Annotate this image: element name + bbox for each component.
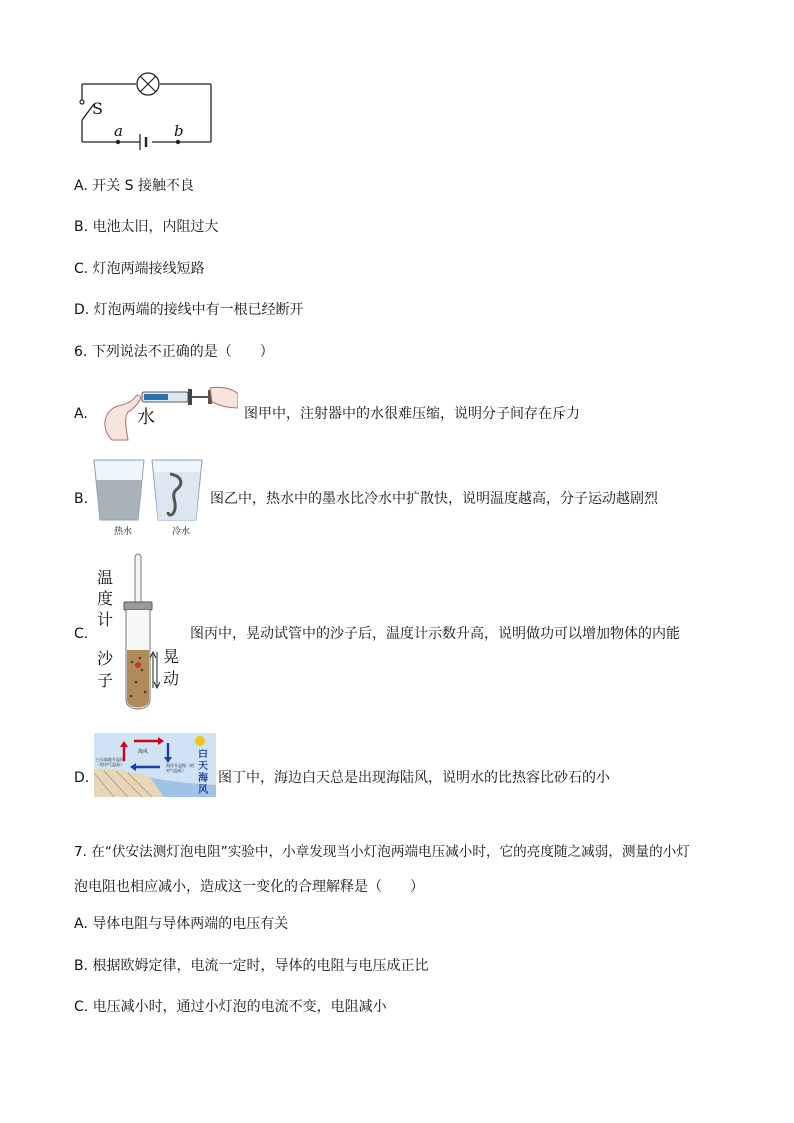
shake-label: 晃动 (163, 647, 180, 688)
sea-note: 海洋升温慢（相对气温低） (166, 763, 194, 773)
q6-option-a-letter: A. (74, 406, 88, 422)
q6-option-c-letter: C. (74, 626, 89, 642)
q6-option-b-text: 图乙中，热水中的墨水比冷水中扩散快，说明温度越高，分子运动越剧烈 (210, 491, 658, 507)
q7-option-a: A. 导体电阻与导体两端的电压有关 (74, 916, 289, 932)
land-note: 白天陆地升温快（相对气温高） (96, 757, 124, 767)
syringe-water-label: 水 (137, 407, 155, 428)
q6-option-c-text: 图丙中，晃动试管中的沙子后，温度计示数升高，说明做功可以增加物体的内能 (190, 626, 680, 642)
syringe-figure (98, 384, 238, 442)
node-a-label: a (114, 122, 123, 140)
cold-water-label: 冷水 (172, 527, 191, 537)
switch-label: S (92, 99, 103, 118)
q6-option-b-letter: B. (74, 491, 89, 507)
q5-option-b: B. 电池太旧，内阻过大 (74, 219, 219, 235)
q7-stem-line2: 泡电阻也相应减小，造成这一变化的合理解释是（ ） (74, 879, 424, 895)
beakers-figure (92, 458, 206, 524)
daytime-sea-breeze-title: 白天海风 (198, 749, 208, 796)
q7-option-c: C. 电压减小时，通过小灯泡的电流不变，电阻减小 (74, 999, 387, 1015)
q7-stem-line1: 7. 在“伏安法测灯泡电阻”实验中，小章发现当小灯泡两端电压减小时，它的亮度随之减弱，测量的小灯 (74, 844, 690, 860)
q5-option-d: D. 灯泡两端的接线中有一根已经断开 (74, 302, 304, 318)
q6-option-a-text: 图甲中，注射器中的水很难压缩，说明分子间存在斥力 (244, 406, 580, 422)
q5-option-c: C. 灯泡两端接线短路 (74, 261, 205, 277)
q6-option-d-text: 图丁中，海边白天总是出现海陆风，说明水的比热容比砂石的小 (218, 770, 610, 786)
node-b-label: b (174, 122, 184, 140)
sea-breeze-figure (94, 733, 216, 797)
q6-option-d-letter: D. (74, 770, 90, 786)
sea-breeze-arrow-label: 海风 (138, 749, 149, 755)
q6-stem: 6. 下列说法不正确的是（ ） (74, 344, 274, 360)
shake-arrows-icon (150, 650, 160, 690)
sand-label: 沙子 (97, 649, 114, 690)
thermometer-label: 温度计 (97, 568, 114, 629)
q5-option-a: A. 开关 S 接触不良 (74, 178, 195, 194)
q7-option-b: B. 根据欧姆定律，电流一定时，导体的电阻与电压成正比 (74, 958, 429, 974)
hot-water-label: 热水 (114, 527, 133, 537)
